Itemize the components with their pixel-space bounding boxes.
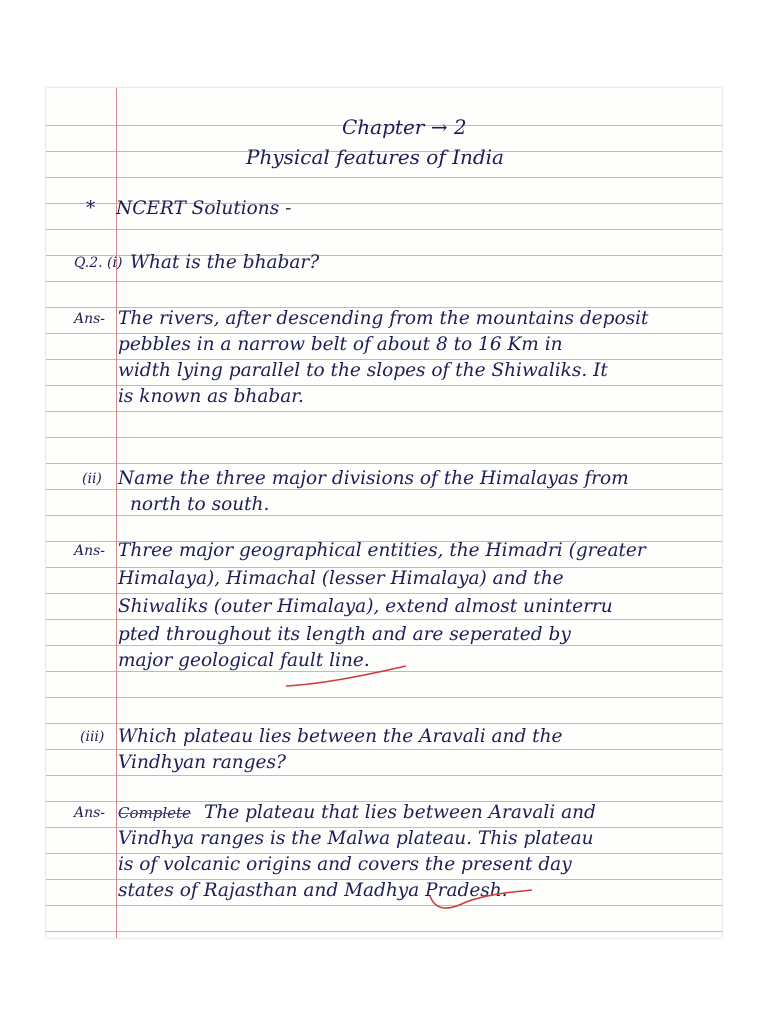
question-text-line: Vindhyan ranges? — [118, 752, 286, 773]
answer-label: Ans- — [74, 311, 106, 327]
chapter-label: Chapter → 2 — [342, 115, 467, 139]
red-tick-mark — [282, 662, 412, 692]
page-title: Physical features of India — [246, 145, 504, 169]
answer-text-line: is of volcanic origins and covers the present day — [118, 854, 572, 875]
answer-text-line: major geological fault line. — [118, 650, 370, 671]
answer-label: Ans- — [74, 805, 106, 821]
question-label: (ii) — [82, 471, 102, 487]
answer-text-line: width lying parallel to the slopes of the Shiwaliks. It — [118, 360, 608, 381]
notebook-page — [46, 88, 722, 938]
red-tick-mark — [426, 888, 536, 916]
answer-text-line: Vindhya ranges is the Malwa plateau. This plateau — [118, 828, 594, 849]
question-text-line: Name the three major divisions of the Himalayas from — [118, 468, 629, 489]
question-text: What is the bhabar? — [130, 252, 320, 273]
question-label: (iii) — [80, 729, 105, 745]
answer-text-line: The rivers, after descending from the mountains deposit — [118, 308, 649, 329]
question-label: Q.2. (i) — [74, 255, 123, 271]
answer-text-line: Shiwaliks (outer Himalaya), extend almost uninterru — [118, 596, 613, 617]
answer-text-line: states of Rajasthan and Madhya Pradesh. — [118, 880, 508, 901]
answer-label: Ans- — [74, 543, 106, 559]
answer-text-line: Himalaya), Himachal (lesser Himalaya) and the — [118, 568, 564, 589]
struck-word: Complete — [118, 804, 191, 822]
section-heading: NCERT Solutions - — [116, 198, 292, 219]
question-text-line: north to south. — [130, 494, 270, 515]
answer-text-line: Three major geographical entities, the Himadri (greater — [118, 540, 646, 561]
section-bullet: * — [86, 198, 96, 219]
answer-text-line: is known as bhabar. — [118, 386, 304, 407]
answer-text-line: pted throughout its length and are seperated by — [118, 624, 571, 645]
answer-text-line: The plateau that lies between Aravali and — [204, 802, 596, 823]
question-text-line: Which plateau lies between the Aravali and the — [118, 726, 563, 747]
answer-text-line: pebbles in a narrow belt of about 8 to 16 Km in — [118, 334, 563, 355]
